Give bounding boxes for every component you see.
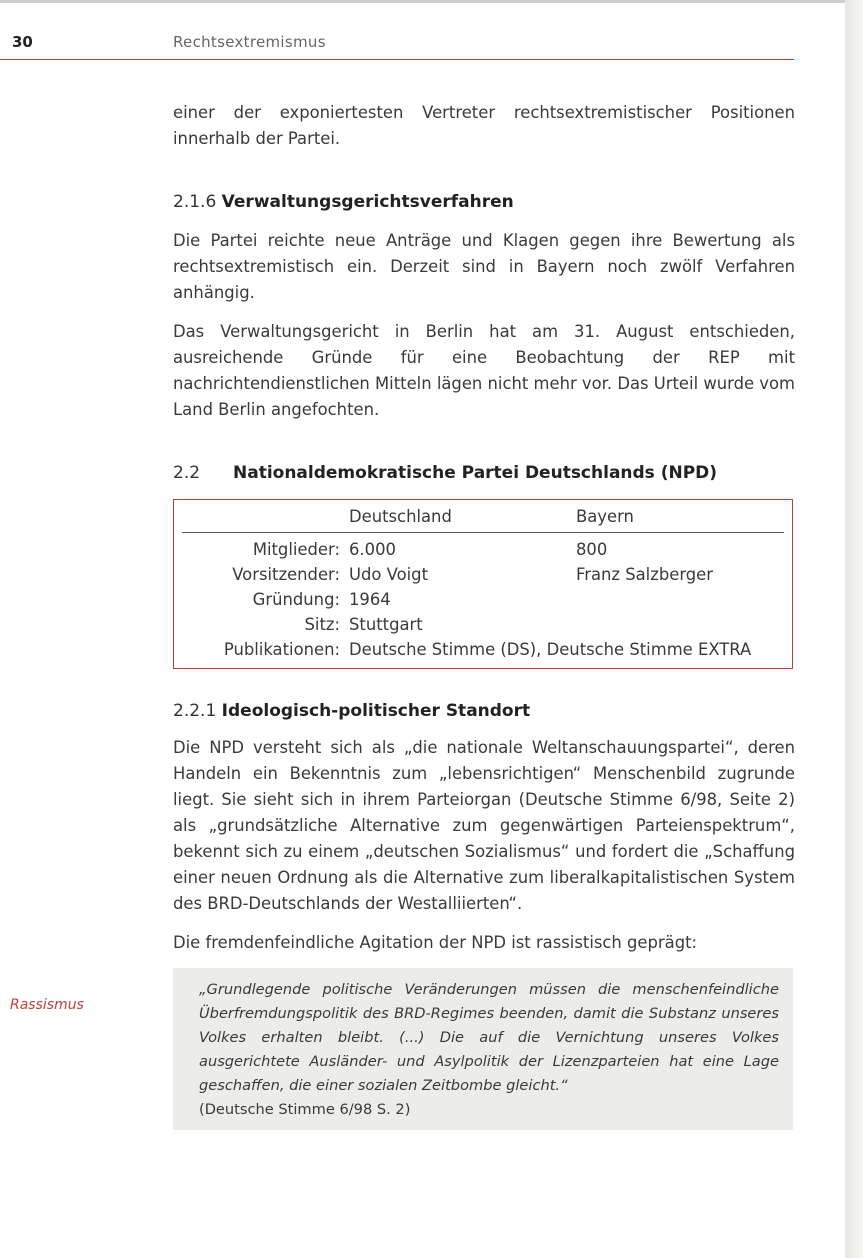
row-value-by [576, 587, 792, 612]
row-value-de: 6.000 [349, 540, 396, 559]
main-text [173, 100, 795, 1130]
intro-paragraph: einer der exponiertesten Vertreter rechtsextremistischer Positionen innerhalb der Partei. [173, 103, 795, 148]
section-number: 2.2 [173, 463, 201, 483]
row-value-de: Udo Voigt [349, 565, 428, 584]
header-rule [0, 59, 794, 60]
section-number: 2.2.1 [173, 701, 217, 721]
page-number: 30 [12, 33, 33, 51]
info-table-rule [182, 532, 784, 533]
page-edge-shadow [845, 0, 863, 1258]
table-row [174, 537, 792, 562]
table-row [174, 637, 792, 662]
row-value-by: Franz Salzberger [576, 565, 713, 584]
row-value-by [576, 612, 792, 637]
paragraph: Die fremdenfeindliche Agitation der NPD ist rassistisch geprägt: [173, 933, 698, 952]
running-head: Rechtsextremismus [173, 33, 326, 51]
quote-block [173, 968, 793, 1130]
quote-text: „Grundlegende politische Veränderungen müssen die menschenfeindliche Überfremdungspolitik des BRD-Regimes beenden, damit die Substanz unseres Volkes erhalten bleibt. (...) Die auf die Vernichtung unseres Volkes ausgerichtete Ausländer- und Asylpolitik der Lizenzparteien hat eine Lage geschaffen, die einer sozialen Zeitbombe gleicht.“ [199, 981, 779, 1094]
row-label: Mitglieder: [252, 540, 340, 559]
table-row [174, 612, 792, 637]
row-value-by: 800 [576, 540, 608, 559]
row-label: Gründung: [252, 590, 340, 609]
row-label: Vorsitzender: [232, 565, 340, 584]
paragraph: Die Partei reichte neue Anträge und Klagen gegen ihre Bewertung als rechtsextremistisch ein. Derzeit sind in Bayern noch zwölf Verfahren anhängig. [173, 231, 795, 302]
quote-source: (Deutsche Stimme 6/98 S. 2) [199, 1101, 411, 1118]
party-info-box [173, 499, 793, 669]
section-heading-22 [173, 461, 795, 485]
section-heading-216 [173, 190, 795, 214]
section-title: Nationaldemokratische Partei Deutschlands (NPD) [233, 463, 718, 483]
info-table-header [174, 504, 792, 530]
table-row [174, 587, 792, 612]
column-header-deutschland: Deutschland [349, 507, 452, 526]
margin-note-rassismus: Rassismus [10, 997, 84, 1013]
row-value-de: Stuttgart [349, 615, 423, 634]
row-label: Publikationen: [223, 640, 340, 659]
section-heading-221 [173, 699, 795, 723]
paragraph: Die NPD versteht sich als „die nationale Weltanschauungspartei“, deren Handeln ein Bekenntnis zum „lebensrichtigen“ Menschenbild zugrunde liegt. Sie sieht sich in ihrem Parteiorgan (Deutsche Stimme 6/98, Seite 2) als „grundsätzliche Alternative zum gegenwärtigen Parteienspektrum“, bekennt sich zu einem „deutschen Sozialismus“ und fordert die „Schaffung einer neuen Ordnung als die Alternative zum liberalkapitalistischen System des BRD-Deutschlands der Westalliierten“. [173, 738, 795, 913]
row-value-de: 1964 [349, 590, 391, 609]
section-title: Verwaltungsgerichtsverfahren [221, 192, 514, 212]
row-value-de: Deutsche Stimme (DS), Deutsche Stimme EXTRA [349, 640, 752, 659]
row-label: Sitz: [304, 615, 340, 634]
table-row [174, 562, 792, 587]
paragraph: Das Verwaltungsgericht in Berlin hat am 31. August entschieden, ausreichende Gründe für eine Beobachtung der REP mit nachrichtendienstlichen Mitteln lägen nicht mehr vor. Das Urteil wurde vom Land Berlin angefochten. [173, 322, 795, 419]
section-title: Ideologisch-politischer Standort [221, 701, 531, 721]
column-header-bayern: Bayern [576, 507, 634, 526]
top-edge [0, 0, 845, 3]
section-number: 2.1.6 [173, 192, 217, 212]
